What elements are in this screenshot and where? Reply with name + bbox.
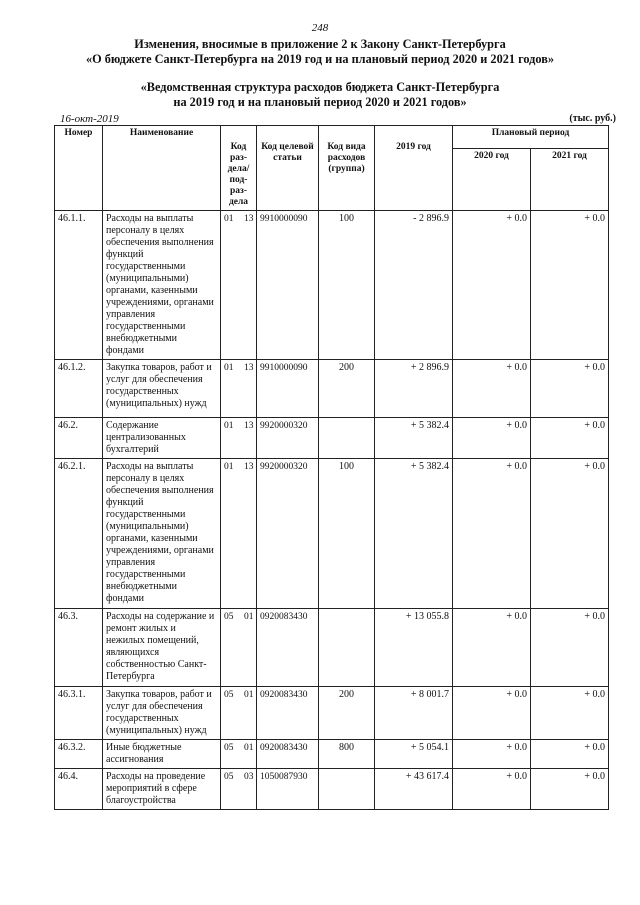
row-name: Закупка товаров, работ и услуг для обеспечения государственных (муниципальных) нужд <box>103 687 221 740</box>
subsection-code: 01 <box>244 612 254 622</box>
unit-label: (тыс. руб.) <box>569 113 616 124</box>
header-2020: 2020 год <box>453 149 531 211</box>
document-date: 16-окт-2019 <box>60 113 119 125</box>
row-value-2021: + 0.0 <box>531 418 609 459</box>
row-target-code: 0920083430 <box>257 687 319 740</box>
row-number: 46.3. <box>55 609 103 687</box>
header-plan-period: Плановый период <box>453 126 609 149</box>
row-value-2020: + 0.0 <box>453 740 531 769</box>
subsection-code: 03 <box>244 772 254 782</box>
row-name: Расходы на выплаты персоналу в целях обеспечения выполнения функций государственными (муниципальными) органами, казенными учреждениями, органами управления государственными внебюджетными фондами <box>103 459 221 609</box>
header-2019: 2019 год <box>375 126 453 211</box>
row-value-2021: + 0.0 <box>531 687 609 740</box>
expenditure-table <box>54 125 609 810</box>
row-section-code <box>221 360 257 418</box>
row-target-code: 0920083430 <box>257 609 319 687</box>
row-value-2020: + 0.0 <box>453 609 531 687</box>
header-section-code: Код раз- дела/ под- раз- дела <box>221 126 257 211</box>
row-name: Расходы на проведение мероприятий в сфере благоустройства <box>103 769 221 810</box>
row-target-code: 9910000090 <box>257 211 319 360</box>
subtitle-line: «Ведомственная структура расходов бюджета Санкт-Петербурга <box>140 80 500 94</box>
header-expense-type: Код вида расходов (группа) <box>319 126 375 211</box>
row-number: 46.3.2. <box>55 740 103 769</box>
row-value-2019: + 8 001.7 <box>375 687 453 740</box>
subsection-code: 13 <box>244 462 254 472</box>
document-subtitle <box>0 80 640 110</box>
subsection-code: 01 <box>244 690 254 700</box>
header-row <box>55 126 609 149</box>
section-code: 01 <box>224 421 234 431</box>
row-expense-type: 200 <box>319 360 375 418</box>
subsection-code: 13 <box>244 363 254 373</box>
row-value-2021: + 0.0 <box>531 740 609 769</box>
row-value-2020: + 0.0 <box>453 418 531 459</box>
table-row <box>55 740 609 769</box>
section-code: 05 <box>224 612 234 622</box>
row-value-2019: + 13 055.8 <box>375 609 453 687</box>
row-expense-type: 200 <box>319 687 375 740</box>
row-value-2020: + 0.0 <box>453 459 531 609</box>
row-value-2021: + 0.0 <box>531 609 609 687</box>
row-section-code <box>221 459 257 609</box>
row-name: Закупка товаров, работ и услуг для обеспечения государственных (муниципальных) нужд <box>103 360 221 418</box>
row-expense-type <box>319 769 375 810</box>
row-section-code <box>221 769 257 810</box>
row-number: 46.1.1. <box>55 211 103 360</box>
row-name: Содержание централизованных бухгалтерий <box>103 418 221 459</box>
page-number: 248 <box>311 22 329 34</box>
header-name: Наименование <box>103 126 221 211</box>
subsection-code: 13 <box>244 214 254 224</box>
row-target-code: 9920000320 <box>257 459 319 609</box>
row-number: 46.3.1. <box>55 687 103 740</box>
row-value-2019: + 2 896.9 <box>375 360 453 418</box>
row-value-2019: + 43 617.4 <box>375 769 453 810</box>
table-row <box>55 418 609 459</box>
row-expense-type <box>319 609 375 687</box>
row-value-2020: + 0.0 <box>453 211 531 360</box>
title-line: «О бюджете Санкт-Петербурга на 2019 год и на плановый период 2020 и 2021 годов» <box>85 52 555 66</box>
row-expense-type: 800 <box>319 740 375 769</box>
row-expense-type: 100 <box>319 459 375 609</box>
row-name: Расходы на выплаты персоналу в целях обеспечения выполнения функций государственными (муниципальными) органами, казенными учреждениями, органами управления государственными внебюджетными фондами <box>103 211 221 360</box>
row-value-2021: + 0.0 <box>531 360 609 418</box>
subsection-code: 13 <box>244 421 254 431</box>
row-value-2020: + 0.0 <box>453 769 531 810</box>
row-expense-type <box>319 418 375 459</box>
subtitle-line: на 2019 год и на плановый период 2020 и 2021 годов» <box>173 95 467 109</box>
row-value-2020: + 0.0 <box>453 687 531 740</box>
title-line: Изменения, вносимые в приложение 2 к Закону Санкт-Петербурга <box>134 37 506 51</box>
section-code: 01 <box>224 363 234 373</box>
row-name: Иные бюджетные ассигнования <box>103 740 221 769</box>
row-expense-type: 100 <box>319 211 375 360</box>
table-row <box>55 769 609 810</box>
section-code: 05 <box>224 690 234 700</box>
row-value-2019: + 5 054.1 <box>375 740 453 769</box>
section-code: 01 <box>224 214 234 224</box>
section-code: 05 <box>224 772 234 782</box>
subsection-code: 01 <box>244 743 254 753</box>
row-value-2019: + 5 382.4 <box>375 459 453 609</box>
row-section-code <box>221 418 257 459</box>
header-number: Номер <box>55 126 103 211</box>
section-code: 05 <box>224 743 234 753</box>
row-value-2020: + 0.0 <box>453 360 531 418</box>
table-row <box>55 211 609 360</box>
document-title <box>0 37 640 67</box>
row-value-2021: + 0.0 <box>531 459 609 609</box>
row-target-code: 1050087930 <box>257 769 319 810</box>
row-number: 46.2.1. <box>55 459 103 609</box>
row-number: 46.2. <box>55 418 103 459</box>
row-section-code <box>221 740 257 769</box>
row-section-code <box>221 609 257 687</box>
row-section-code <box>221 211 257 360</box>
table-row <box>55 609 609 687</box>
row-section-code <box>221 687 257 740</box>
section-code: 01 <box>224 462 234 472</box>
row-number: 46.1.2. <box>55 360 103 418</box>
row-target-code: 0920083430 <box>257 740 319 769</box>
row-name: Расходы на содержание и ремонт жилых и нежилых помещений, являющихся собственностью Санкт-Петербурга <box>103 609 221 687</box>
header-target-code: Код целевой статьи <box>257 126 319 211</box>
header-2021: 2021 год <box>531 149 609 211</box>
table-row <box>55 360 609 418</box>
row-value-2021: + 0.0 <box>531 769 609 810</box>
table-row <box>55 687 609 740</box>
row-value-2019: - 2 896.9 <box>375 211 453 360</box>
row-value-2019: + 5 382.4 <box>375 418 453 459</box>
table-row <box>55 459 609 609</box>
row-target-code: 9920000320 <box>257 418 319 459</box>
row-target-code: 9910000090 <box>257 360 319 418</box>
row-value-2021: + 0.0 <box>531 211 609 360</box>
row-number: 46.4. <box>55 769 103 810</box>
